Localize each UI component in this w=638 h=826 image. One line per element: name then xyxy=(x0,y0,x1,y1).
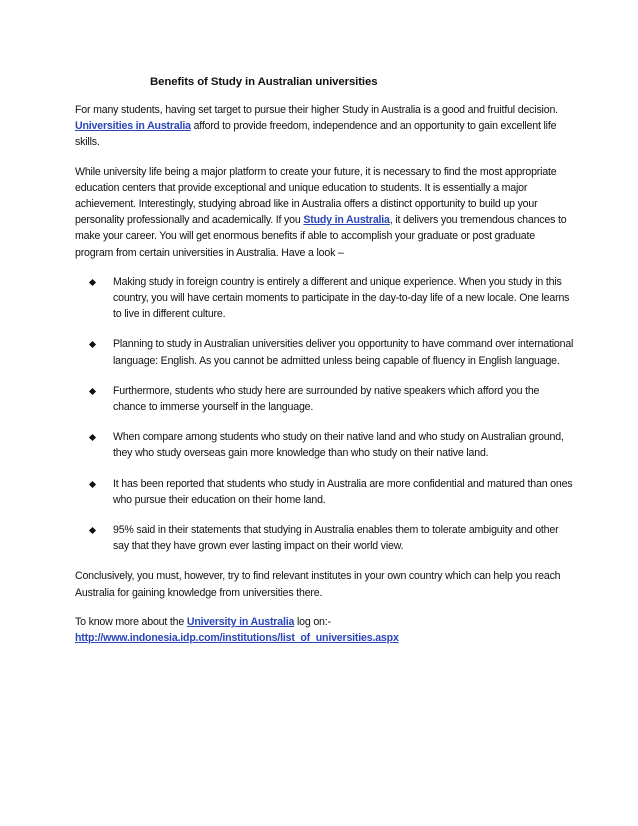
study-in-australia-link[interactable]: Study in Australia xyxy=(303,214,390,227)
list-item xyxy=(75,476,575,508)
university-in-australia-link[interactable]: University in Australia xyxy=(186,615,295,628)
bullet-icon xyxy=(89,434,96,441)
intro-text-before: For many students, having set target to pursue their higher Study in Australia is a good and fruitful decision. xyxy=(75,104,558,116)
list-item xyxy=(75,274,575,323)
bullet-icon xyxy=(89,481,96,488)
footer-text-before: To know more about the xyxy=(75,615,187,628)
bullet-icon xyxy=(89,527,96,534)
second-paragraph xyxy=(75,164,575,261)
list-item-text: It has been reported that students who study in Australia are more confidential and matured than ones who pursue their education on their home land. xyxy=(113,477,573,506)
bullet-icon xyxy=(89,388,96,395)
idp-universities-url-link[interactable]: http://www.indonesia.idp.com/institutions/list_of_universities.aspx xyxy=(75,632,399,645)
document-page xyxy=(75,74,575,659)
para2-text-after: , it delivers you tremendous chances to make your career. You will get enormous benefits if able to accomplish your graduate or post graduate program from certain universities in Australia. Have a look – xyxy=(75,214,567,259)
document-title: Benefits of Study in Australian universities xyxy=(150,76,378,88)
universities-in-australia-link[interactable]: Universities in Australia xyxy=(75,120,191,133)
footer-text-after: log on:- xyxy=(294,615,331,628)
list-item-text: Planning to study in Australian universities deliver you opportunity to have command over international language: English. As you cannot be admitted unless being capable of fluency in English language. xyxy=(113,338,574,367)
list-item xyxy=(75,336,575,368)
list-item xyxy=(75,429,575,461)
footer-paragraph xyxy=(75,614,575,646)
benefits-list xyxy=(75,274,575,555)
list-item xyxy=(75,383,575,415)
list-item-text: 95% said in their statements that studying in Australia enables them to tolerate ambiguity and other say that they have grown ever lasting impact on their world view. xyxy=(113,524,559,553)
bullet-icon xyxy=(89,279,96,286)
intro-paragraph xyxy=(75,102,575,151)
conclusion-paragraph: Conclusively, you must, however, try to find relevant institutes in your own country which can help you reach Australia for gaining knowledge from universities there. xyxy=(75,570,561,599)
list-item-text: When compare among students who study on their native land and who study on Australian ground, they who study overseas gain more knowledge than who study on their native land. xyxy=(113,431,564,460)
para2-text-before: While university life being a major platform to create your future, it is necessary to find the most appropriate education centers that provide exceptional and unique education to students. It is essentially a major achievement. Interestingly, studying abroad like in Australia offers a distinct opportunity to build up your personality professionally and academically. If you xyxy=(75,165,557,227)
list-item xyxy=(75,522,575,554)
list-item-text: Furthermore, students who study here are surrounded by native speakers which afford you the chance to immerse yourself in the language. xyxy=(113,384,540,414)
bullet-icon xyxy=(89,341,96,348)
list-item-text: Making study in foreign country is entirely a different and unique experience. When you study in this country, you will have certain moments to participate in the day-to-day life of a new locale. One learns to live in different culture. xyxy=(113,275,570,321)
intro-text-after: afford to provide freedom, independence and an opportunity to gain excellent life skills. xyxy=(75,120,557,149)
